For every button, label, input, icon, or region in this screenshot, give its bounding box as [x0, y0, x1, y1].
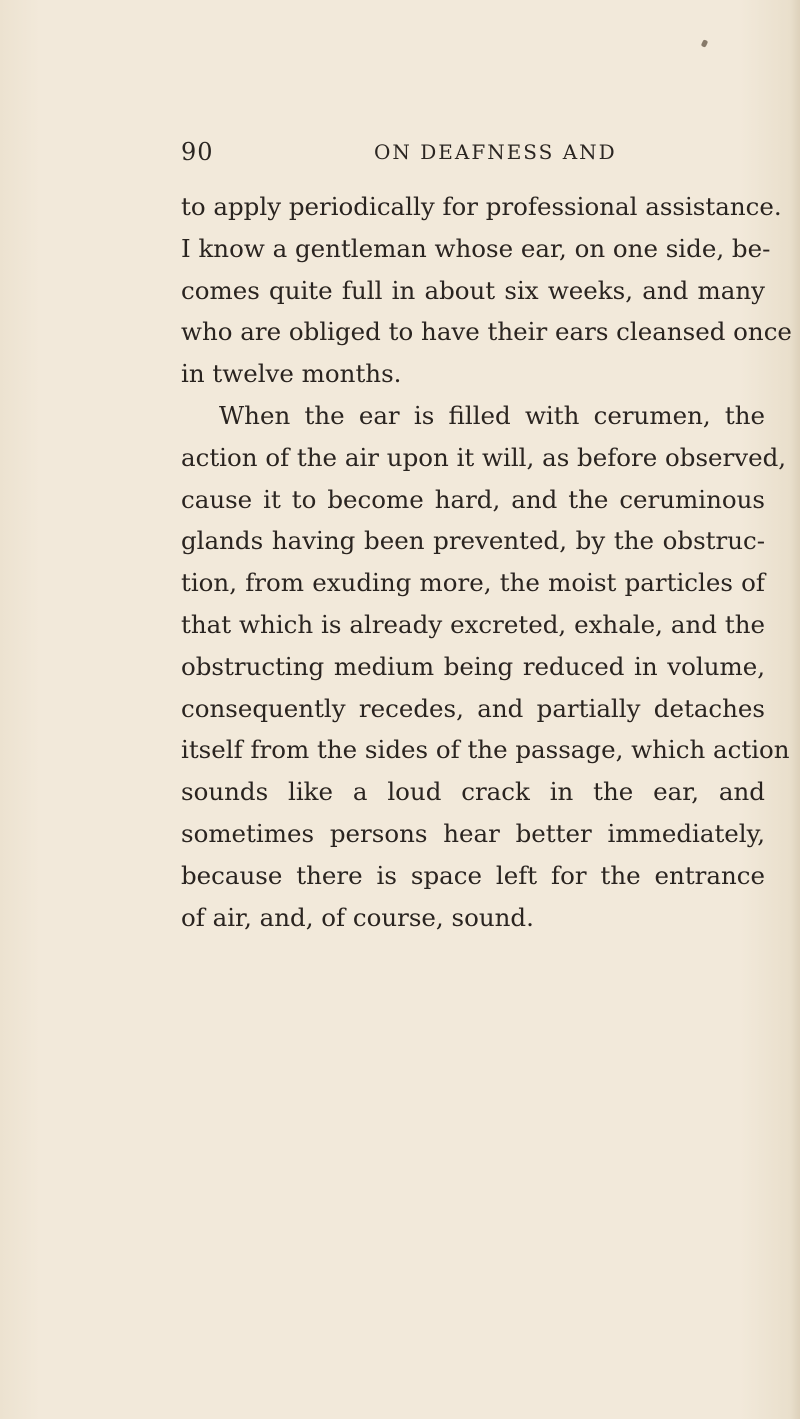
running-title: ON DEAFNESS AND	[374, 140, 617, 164]
page-number: 90	[181, 138, 214, 166]
text-line: of air, and, of course, sound.	[181, 902, 534, 932]
body-text	[181, 186, 792, 938]
text-line: I know a gentleman whose ear, on one side, be-	[181, 233, 771, 263]
text-line: sometimes persons hear better immediately,	[181, 818, 765, 848]
text-line: to apply periodically for professional assistance.	[181, 192, 782, 221]
text-line: that which is already excreted, exhale, and the	[181, 609, 765, 639]
text-line: glands having been prevented, by the obstruc-	[181, 526, 765, 556]
text-line: who are obliged to have their ears cleansed once	[181, 317, 792, 347]
text-line: consequently recedes, and partially detaches	[181, 693, 765, 723]
text-line: itself from the sides of the passage, which action	[181, 735, 790, 765]
text-line: cause it to become hard, and the ceruminous	[181, 484, 765, 514]
text-line: tion, from exuding more, the moist particles of	[181, 568, 765, 598]
text-line: sounds like a loud crack in the ear, and	[181, 777, 765, 807]
text-line: action of the air upon it will, as before observed,	[181, 442, 787, 472]
text-line: in twelve months.	[181, 359, 402, 389]
text-line: comes quite full in about six weeks, and many	[181, 275, 765, 305]
running-head	[0, 138, 800, 178]
ink-speck	[701, 39, 708, 47]
text-line: because there is space left for the entrance	[181, 860, 765, 890]
text-line: obstructing medium being reduced in volume,	[181, 651, 765, 681]
text-line: When the ear is filled with cerumen, the	[219, 400, 765, 430]
